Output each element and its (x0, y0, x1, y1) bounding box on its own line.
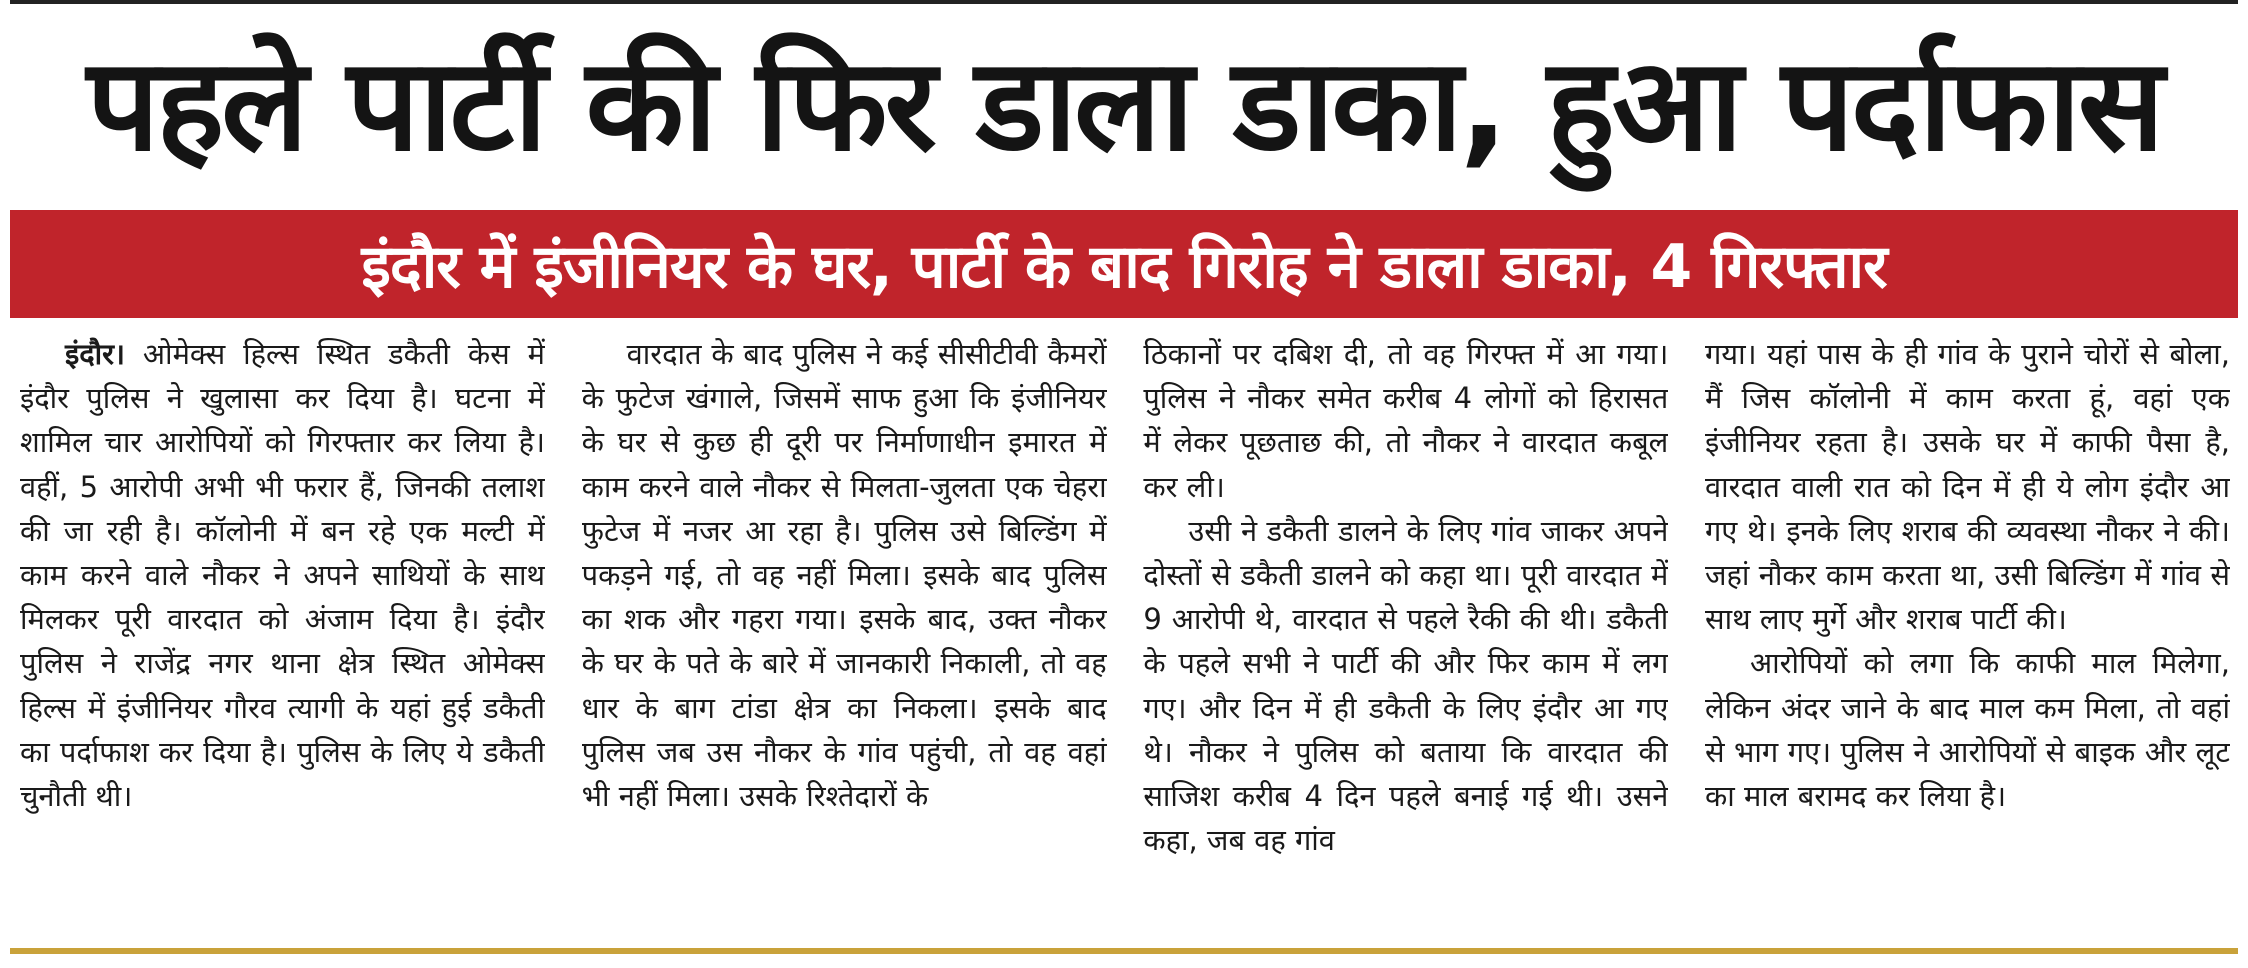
paragraph: ठिकानों पर दबिश दी, तो वह गिरफ्त में आ गया। पुलिस ने नौकर समेत करीब 4 लोगों को हिरासत में लेकर पूछताछ की, तो नौकर ने वारदात कबूल कर ली। (1143, 337, 1669, 504)
subheadline-banner (10, 210, 2238, 318)
paragraph-text: ओमेक्स हिल्स स्थित डकैती केस में इंदौर पुलिस ने खुलासा कर दिया है। घटना में शामिल चार आरोपियों को गिरफ्तार कर लिया है। वहीं, 5 आरोपी अभी भी फरार हैं, जिनकी तलाश की जा रही है। कॉलोनी में बन रहे एक मल्टी में काम करने वाले नौकर ने अपने साथियों के साथ मिलकर पूरी वारदात को अंजाम दिया है। इंदौर पुलिस ने राजेंद्र नगर थाना क्षेत्र स्थित ओमेक्स हिल्स में इंजीनियर गौरव त्यागी के यहां हुई डकैती का पर्दाफाश कर दिया है। पुलिस के लिए ये डकैती चुनौती थी। (20, 337, 545, 814)
article-column-1 (20, 332, 545, 944)
paragraph: गया। यहां पास के ही गांव के पुराने चोरों से बोला, मैं जिस कॉलोनी में काम करता हूं, वहां एक इंजीनियर रहता है। उसके घर में काफी पैसा है, वारदात वाली रात को दिन में ही ये लोग इंदौर आ गए थे। इनके लिए शराब की व्यवस्था नौकर ने की। जहां नौकर काम करता था, उसी बिल्डिंग में गांव से साथ लाए मुर्गे और शराब पार्टी की। (1704, 337, 2230, 637)
top-rule (10, 0, 2238, 4)
article-column-4 (1705, 332, 2230, 944)
bottom-rule (10, 948, 2238, 954)
subheadline: इंदौर में इंजीनियर के घर, पार्टी के बाद गिरोह ने डाला डाका, 4 गिरफ्तार (361, 232, 1887, 302)
article-column-2 (582, 332, 1107, 944)
paragraph: आरोपियों को लगा कि काफी माल मिलेगा, लेकिन अंदर जाने के बाद माल कम मिला, तो वहां से भाग गए। पुलिस ने आरोपियों से बाइक और लूट का माल बरामद कर लिया है। (1704, 646, 2230, 814)
headline: पहले पार्टी की फिर डाला डाका, हुआ पर्दाफास (86, 31, 2162, 180)
paragraph (20, 332, 545, 818)
article-body (20, 332, 2230, 944)
dateline: इंदौर। (65, 337, 126, 371)
article-column-3 (1143, 332, 1668, 944)
paragraph: उसी ने डकैती डालने के लिए गांव जाकर अपने दोस्तों से डकैती डालने को कहा था। पूरी वारदात में 9 आरोपी थे, वारदात से पहले रैकी की थी। डकैती के पहले सभी ने पार्टी की और फिर काम में लग गए। और दिन में ही डकैती के लिए इंदौर आ गए थे। नौकर ने पुलिस को बताया कि वारदात की साजिश करीब 4 दिन पहले बनाई गई थी। उसने कहा, जब वह गांव (1143, 513, 1669, 858)
paragraph: वारदात के बाद पुलिस ने कई सीसीटीवी कैमरों के फुटेज खंगाले, जिसमें साफ हुआ कि इंजीनियर के घर से कुछ ही दूरी पर निर्माणाधीन इमारत में काम करने वाले नौकर से मिलता-जुलता एक चेहरा फुटेज में नजर आ रहा है। पुलिस उसे बिल्डिंग में पकड़ने गई, तो वह नहीं मिला। इसके बाद पुलिस का शक और गहरा गया। इसके बाद, उक्त नौकर के घर के पते के बारे में जानकारी निकाली, तो वह धार के बाग टांडा क्षेत्र का निकला। इसके बाद पुलिस जब उस नौकर के गांव पहुंची, तो वह वहां भी नहीं मिला। उसके रिश्तेदारों के (581, 337, 1107, 814)
